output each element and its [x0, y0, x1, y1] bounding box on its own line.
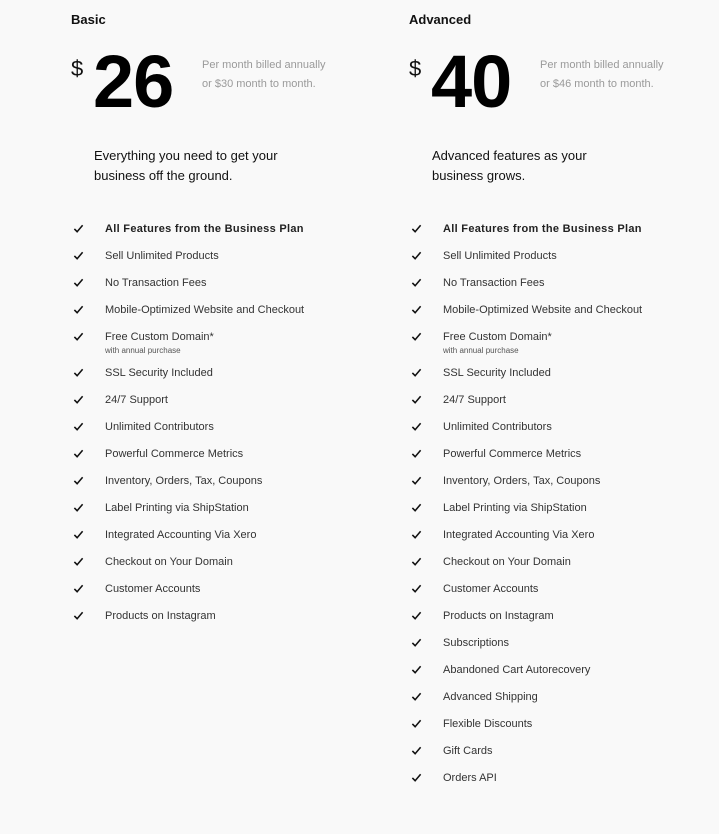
feature-item — [71, 526, 335, 553]
feature-item — [409, 688, 673, 715]
feature-item — [71, 364, 335, 391]
feature-note: with annual purchase — [105, 346, 181, 355]
check-icon — [411, 556, 422, 567]
feature-item — [409, 391, 673, 418]
check-icon — [411, 772, 422, 783]
plan-name: Advanced — [409, 12, 472, 27]
feature-item — [409, 301, 673, 328]
feature-list — [71, 220, 391, 634]
feature-item — [409, 472, 673, 499]
check-icon — [73, 394, 84, 405]
feature-item — [409, 364, 673, 391]
feature-label: No Transaction Fees — [105, 277, 207, 289]
billing-note: Per month billed annually or $30 month to month. — [202, 59, 326, 90]
check-icon — [73, 502, 84, 513]
feature-label: Powerful Commerce Metrics — [443, 448, 582, 460]
feature-label: Gift Cards — [443, 745, 493, 757]
feature-item — [409, 742, 673, 769]
check-icon — [73, 529, 84, 540]
feature-label: Unlimited Contributors — [105, 421, 214, 433]
feature-label: Sell Unlimited Products — [105, 250, 219, 262]
feature-item — [71, 247, 335, 274]
feature-label: Customer Accounts — [443, 583, 539, 595]
feature-item — [71, 274, 335, 301]
feature-label: No Transaction Fees — [443, 277, 545, 289]
currency-symbol: $ — [409, 56, 422, 81]
feature-label: Integrated Accounting Via Xero — [443, 529, 595, 541]
check-icon — [411, 394, 422, 405]
feature-label: All Features from the Business Plan — [105, 223, 304, 235]
check-icon — [73, 277, 84, 288]
feature-label: Checkout on Your Domain — [105, 556, 233, 568]
feature-label: Customer Accounts — [105, 583, 201, 595]
check-icon — [411, 331, 422, 342]
check-icon — [73, 475, 84, 486]
feature-label: Flexible Discounts — [443, 718, 533, 730]
feature-label: Powerful Commerce Metrics — [105, 448, 244, 460]
feature-label: Abandoned Cart Autorecovery — [443, 664, 591, 676]
feature-item — [409, 274, 673, 301]
feature-label: Sell Unlimited Products — [443, 250, 557, 262]
check-icon — [73, 304, 84, 315]
feature-item — [71, 553, 335, 580]
check-icon — [411, 529, 422, 540]
check-icon — [73, 421, 84, 432]
feature-label: Inventory, Orders, Tax, Coupons — [105, 475, 263, 487]
check-icon — [411, 304, 422, 315]
feature-note: with annual purchase — [443, 346, 519, 355]
feature-item — [71, 220, 335, 247]
check-icon — [411, 745, 422, 756]
feature-label: Free Custom Domain* — [105, 331, 214, 343]
check-icon — [411, 718, 422, 729]
feature-item — [409, 445, 673, 472]
feature-item — [71, 301, 335, 328]
check-icon — [411, 277, 422, 288]
feature-label: SSL Security Included — [443, 367, 551, 379]
plan-tagline: Everything you need to get your business off the ground. — [94, 148, 278, 183]
feature-item — [409, 526, 673, 553]
feature-item — [409, 580, 673, 607]
feature-item — [71, 391, 335, 418]
feature-label: Products on Instagram — [105, 610, 216, 622]
feature-list — [409, 220, 719, 796]
check-icon — [73, 250, 84, 261]
feature-label: Subscriptions — [443, 637, 510, 649]
currency-symbol: $ — [71, 56, 84, 81]
feature-item — [71, 580, 335, 607]
feature-label: 24/7 Support — [105, 394, 168, 406]
check-icon — [411, 502, 422, 513]
feature-item — [71, 472, 335, 499]
feature-label: 24/7 Support — [443, 394, 506, 406]
check-icon — [411, 223, 422, 234]
feature-label: Inventory, Orders, Tax, Coupons — [443, 475, 601, 487]
check-icon — [73, 556, 84, 567]
plan-price: 40 — [431, 40, 512, 123]
feature-label: Unlimited Contributors — [443, 421, 552, 433]
feature-item — [409, 661, 673, 688]
plan-price: 26 — [93, 40, 174, 123]
feature-label: Mobile-Optimized Website and Checkout — [105, 304, 305, 316]
feature-label: SSL Security Included — [105, 367, 213, 379]
feature-item — [71, 418, 335, 445]
feature-item — [71, 499, 335, 526]
feature-label: Label Printing via ShipStation — [105, 502, 249, 514]
feature-label: Orders API — [443, 772, 497, 784]
plan-name: Basic — [71, 12, 106, 27]
check-icon — [411, 448, 422, 459]
feature-item — [409, 634, 673, 661]
check-icon — [73, 331, 84, 342]
feature-label: Advanced Shipping — [443, 691, 538, 703]
feature-item — [71, 607, 335, 634]
check-icon — [411, 250, 422, 261]
check-icon — [411, 421, 422, 432]
feature-item — [409, 553, 673, 580]
billing-note: Per month billed annually or $46 month to month. — [540, 59, 664, 90]
feature-label: Label Printing via ShipStation — [443, 502, 587, 514]
check-icon — [73, 583, 84, 594]
feature-item — [409, 220, 673, 247]
check-icon — [411, 475, 422, 486]
feature-item — [409, 607, 673, 634]
plan-tagline: Advanced features as your business grows. — [432, 148, 587, 183]
check-icon — [411, 664, 422, 675]
feature-item — [71, 445, 335, 472]
check-icon — [411, 691, 422, 702]
check-icon — [411, 583, 422, 594]
feature-label: Free Custom Domain* — [443, 331, 552, 343]
check-icon — [411, 610, 422, 621]
feature-label: All Features from the Business Plan — [443, 223, 642, 235]
feature-label: Mobile-Optimized Website and Checkout — [443, 304, 643, 316]
check-icon — [411, 637, 422, 648]
check-icon — [73, 367, 84, 378]
feature-label: Checkout on Your Domain — [443, 556, 571, 568]
feature-item — [71, 328, 335, 364]
feature-item — [409, 715, 673, 742]
check-icon — [73, 610, 84, 621]
feature-label: Integrated Accounting Via Xero — [105, 529, 257, 541]
feature-item — [409, 328, 673, 364]
check-icon — [73, 223, 84, 234]
feature-item — [409, 418, 673, 445]
feature-label: Products on Instagram — [443, 610, 554, 622]
check-icon — [73, 448, 84, 459]
check-icon — [411, 367, 422, 378]
feature-item — [409, 247, 673, 274]
feature-item — [409, 499, 673, 526]
feature-item — [409, 769, 673, 796]
